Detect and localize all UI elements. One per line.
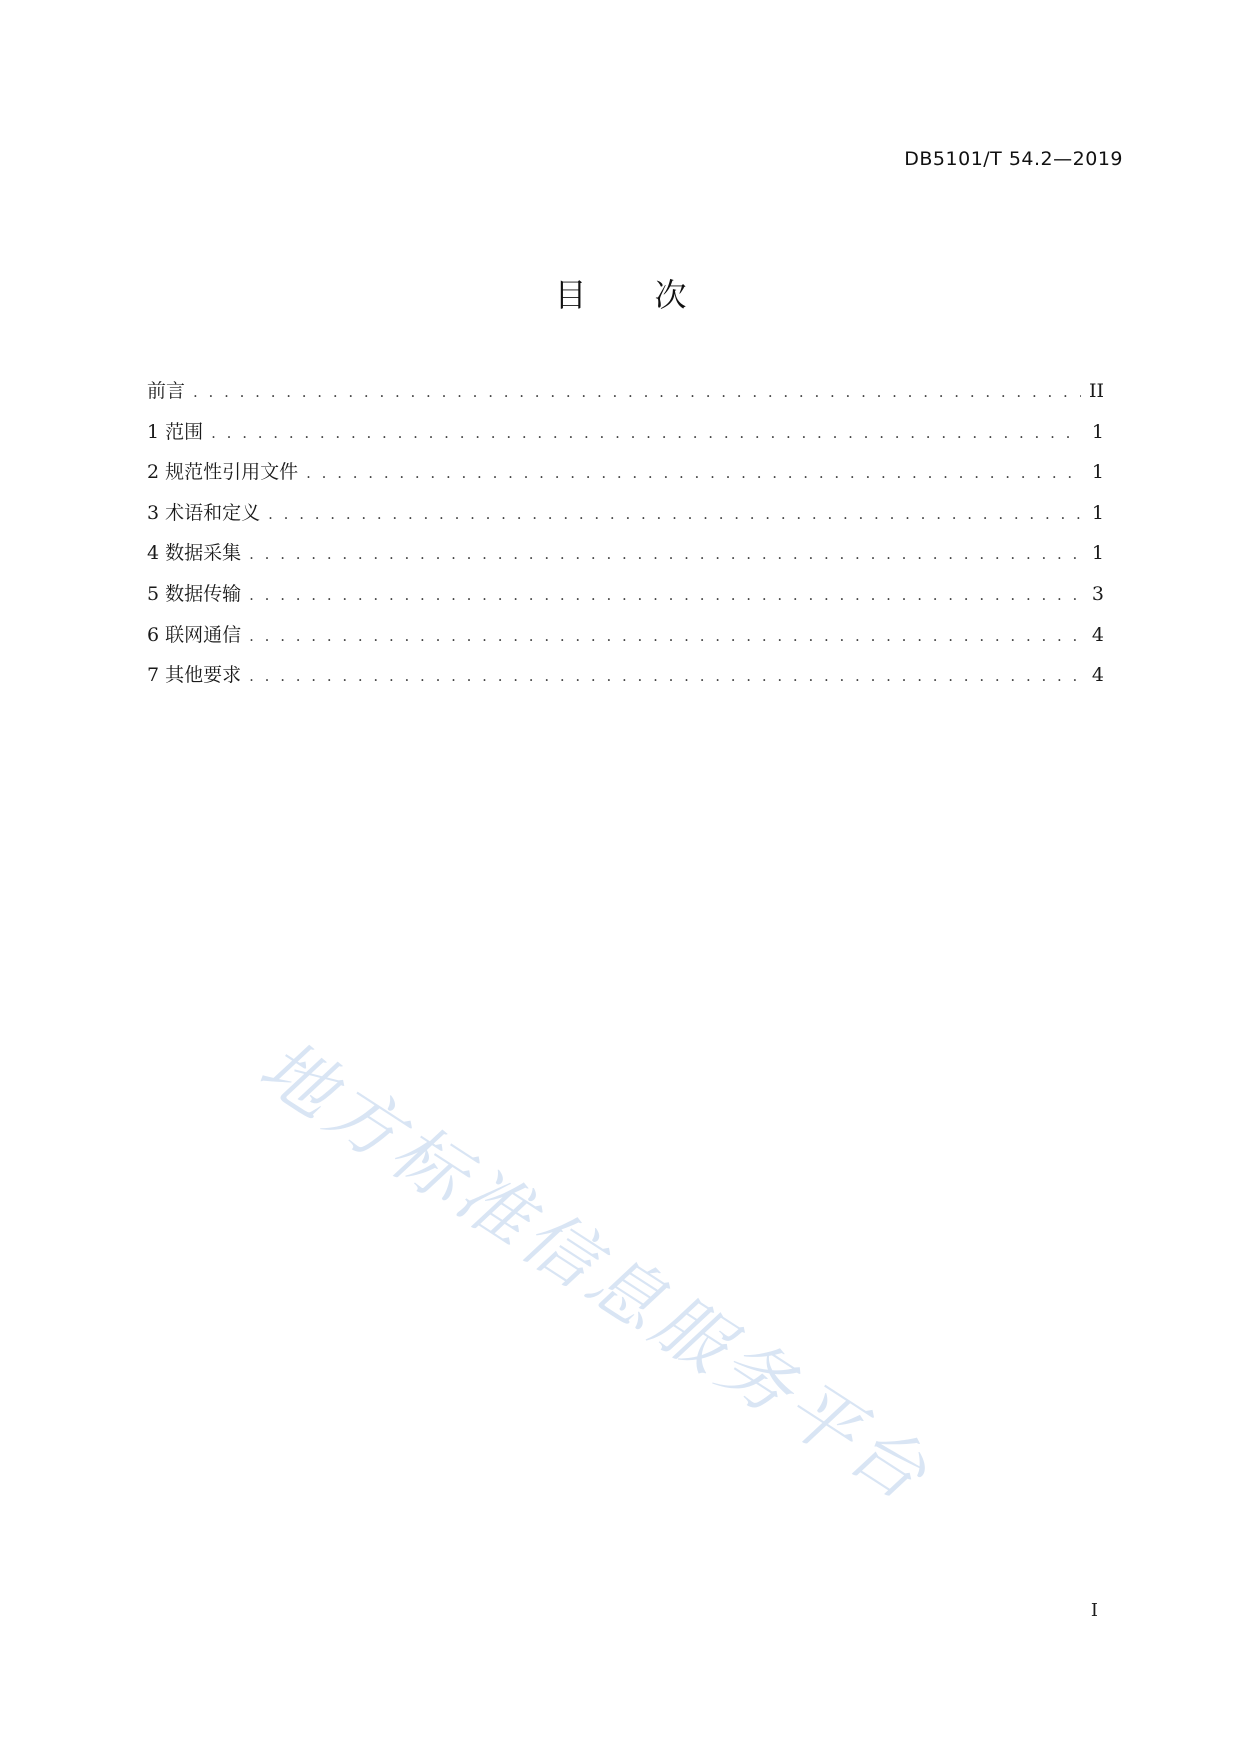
toc-entry-foreword[interactable] [147,371,1104,412]
toc-entry-normative-references[interactable] [147,452,1104,493]
toc-entry-terms-definitions[interactable] [147,493,1104,534]
toc-entry-page: 4 [1091,623,1104,646]
toc-leader-dots [193,372,1081,413]
table-of-contents [147,371,1104,696]
toc-entry-page: 1 [1091,542,1104,565]
toc-entry-label: 前言 [147,380,186,402]
toc-entry-page: 1 [1091,501,1104,524]
toc-leader-dots [249,656,1082,697]
toc-entry-data-collection[interactable] [147,533,1104,574]
toc-entry-page: 4 [1091,664,1104,687]
toc-leader-dots [249,534,1082,575]
toc-leader-dots [249,616,1082,657]
page-number: I [1090,1600,1098,1621]
toc-entry-label: 5 数据传输 [147,582,242,605]
toc-entry-page: II [1088,380,1104,402]
document-code: DB5101/T 54.2—2019 [904,148,1123,170]
toc-entry-other-requirements[interactable] [147,655,1104,696]
toc-title: 目次 [554,276,755,314]
toc-leader-dots [249,575,1082,616]
toc-entry-page: 1 [1091,420,1104,443]
toc-entry-label: 1 范围 [147,420,204,443]
toc-entry-label: 7 其他要求 [147,664,242,687]
toc-entry-label: 3 术语和定义 [147,501,261,524]
toc-leader-dots [306,453,1082,494]
toc-entry-label: 4 数据采集 [147,542,242,565]
toc-entry-page: 1 [1091,461,1104,484]
toc-leader-dots [268,494,1082,535]
toc-entry-scope[interactable] [147,412,1104,453]
toc-leader-dots [211,413,1082,454]
toc-entry-label: 6 联网通信 [147,623,242,646]
toc-entry-data-transmission[interactable] [147,574,1104,615]
toc-entry-network-communication[interactable] [147,615,1104,656]
toc-entry-label: 2 规范性引用文件 [147,461,299,484]
toc-entry-page: 3 [1091,582,1104,605]
watermark-text: 地方标准信息服务平台 [245,1023,946,1519]
